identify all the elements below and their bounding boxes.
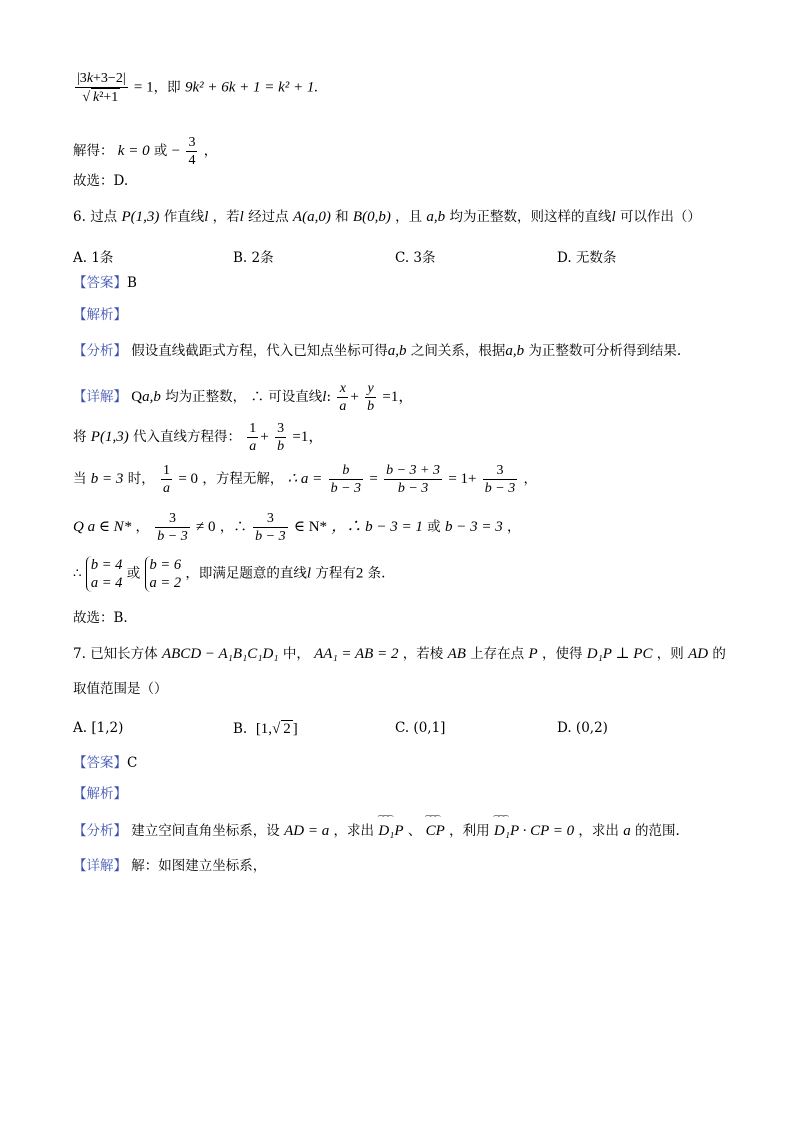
q6-option-a: A. 1条 [73, 250, 114, 266]
distance-fraction: $\frac{|3k+3-2|}{\text{√ k²+1}}$ [77, 71, 126, 105]
system-2: b = 6 a = 2 [145, 556, 182, 592]
equation-line-1: $\frac{|3k+3-2|}{\text{√ k²+1}}$ = 1，即 9k² + 6k + 1 = k² + 1. [77, 71, 319, 105]
q7-fenxi: 【分析】 建立空间直角坐标系，设 AD = a ，求出 ‿‿‿ D₁P 、 ‿‿‿ CP ，利用 ‿‿‿ D₁P · CP = 0 ，求出 a 的范围. [73, 824, 680, 839]
answer-5: 故选：D. [73, 173, 129, 189]
q6-detail-5: ∴ b = 4 a = 4 或 b = 6 a = 2 ，即满足题意的直线l 方程有2 条. [73, 557, 386, 591]
q6-option-b: B. 2条 [233, 250, 274, 266]
question-6-stem: 6. 过点 P(1,3) 作直线l ，若l 经过点 A(a,0) 和 B(0,b) ，且 a,b 均为正整数，则这样的直线l 可以作出（） [73, 209, 701, 225]
question-7-stem: 7. 已知长方体 ABCD − A₁B₁C₁D₁ 中， AA₁ = AB = 2 ，若棱 AB 上存在点 P ，使得 D₁P ⊥ PC ，则 AD 的 [73, 646, 726, 662]
q6-option-c: C. 3条 [395, 250, 436, 266]
q6-final: 故选：B. [73, 610, 128, 626]
fraction-3-4: $\frac{3}{4}$ [188, 135, 196, 168]
q7-option-d: D. (0,2) [557, 720, 608, 736]
q7-answer: 【答案】C [73, 755, 138, 771]
q7-detail: 【详解】 解：如图建立坐标系， [73, 858, 267, 874]
q6-detail-4: Q a ∈ N* ， $\frac{3}{b - 3}$ ≠ 0 ，∴ $\frac{3}{b - 3}$ ∈ N* ，∴ b − 3 = 1 或 b − 3 = 3 ， [73, 511, 521, 544]
q6-fenxi: 【分析】 假设直线截距式方程，代入已知点坐标可得a,b 之间关系，根据a,b 为正整数可分析得到结果. [73, 343, 682, 359]
solve-line: 解得： k = 0 或 − $\frac{3}{4}$ ， [73, 135, 218, 168]
q6-detail-1: 【详解】 Qa,b 均为正整数， ∴ 可设直线l: $\frac{x}{a}$ + $\frac{y}{b}$ =1， [73, 381, 414, 414]
system-1: b = 4 a = 4 [86, 556, 123, 592]
question-7-line2: 取值范围是（） [73, 681, 168, 697]
q7-option-b: B. [1,√ 2 ] [233, 721, 298, 737]
q6-analysis-tag: 【解析】 [73, 307, 127, 323]
q6-detail-2: 将 P(1,3) 代入直线方程得： $\frac{1}{a}$ + $\frac{3}{b}$ =1， [73, 421, 324, 454]
q7-analysis-tag: 【解析】 [73, 786, 127, 802]
q6-detail-3: 当 b = 3 时， $\frac{1}{a}$ = 0 ，方程无解， ∴ a = $\frac{b}{b - 3}$ = $\frac{b - 3 + 3}{b - 3}$ = 1+ $\frac{3}{b - 3}$ ， [73, 463, 538, 496]
q7-option-c: C. (0,1] [395, 720, 446, 736]
q6-option-d: D. 无数条 [557, 250, 617, 266]
q7-option-a: A. [1,2) [73, 720, 124, 736]
q6-answer: 【答案】B [73, 275, 137, 291]
